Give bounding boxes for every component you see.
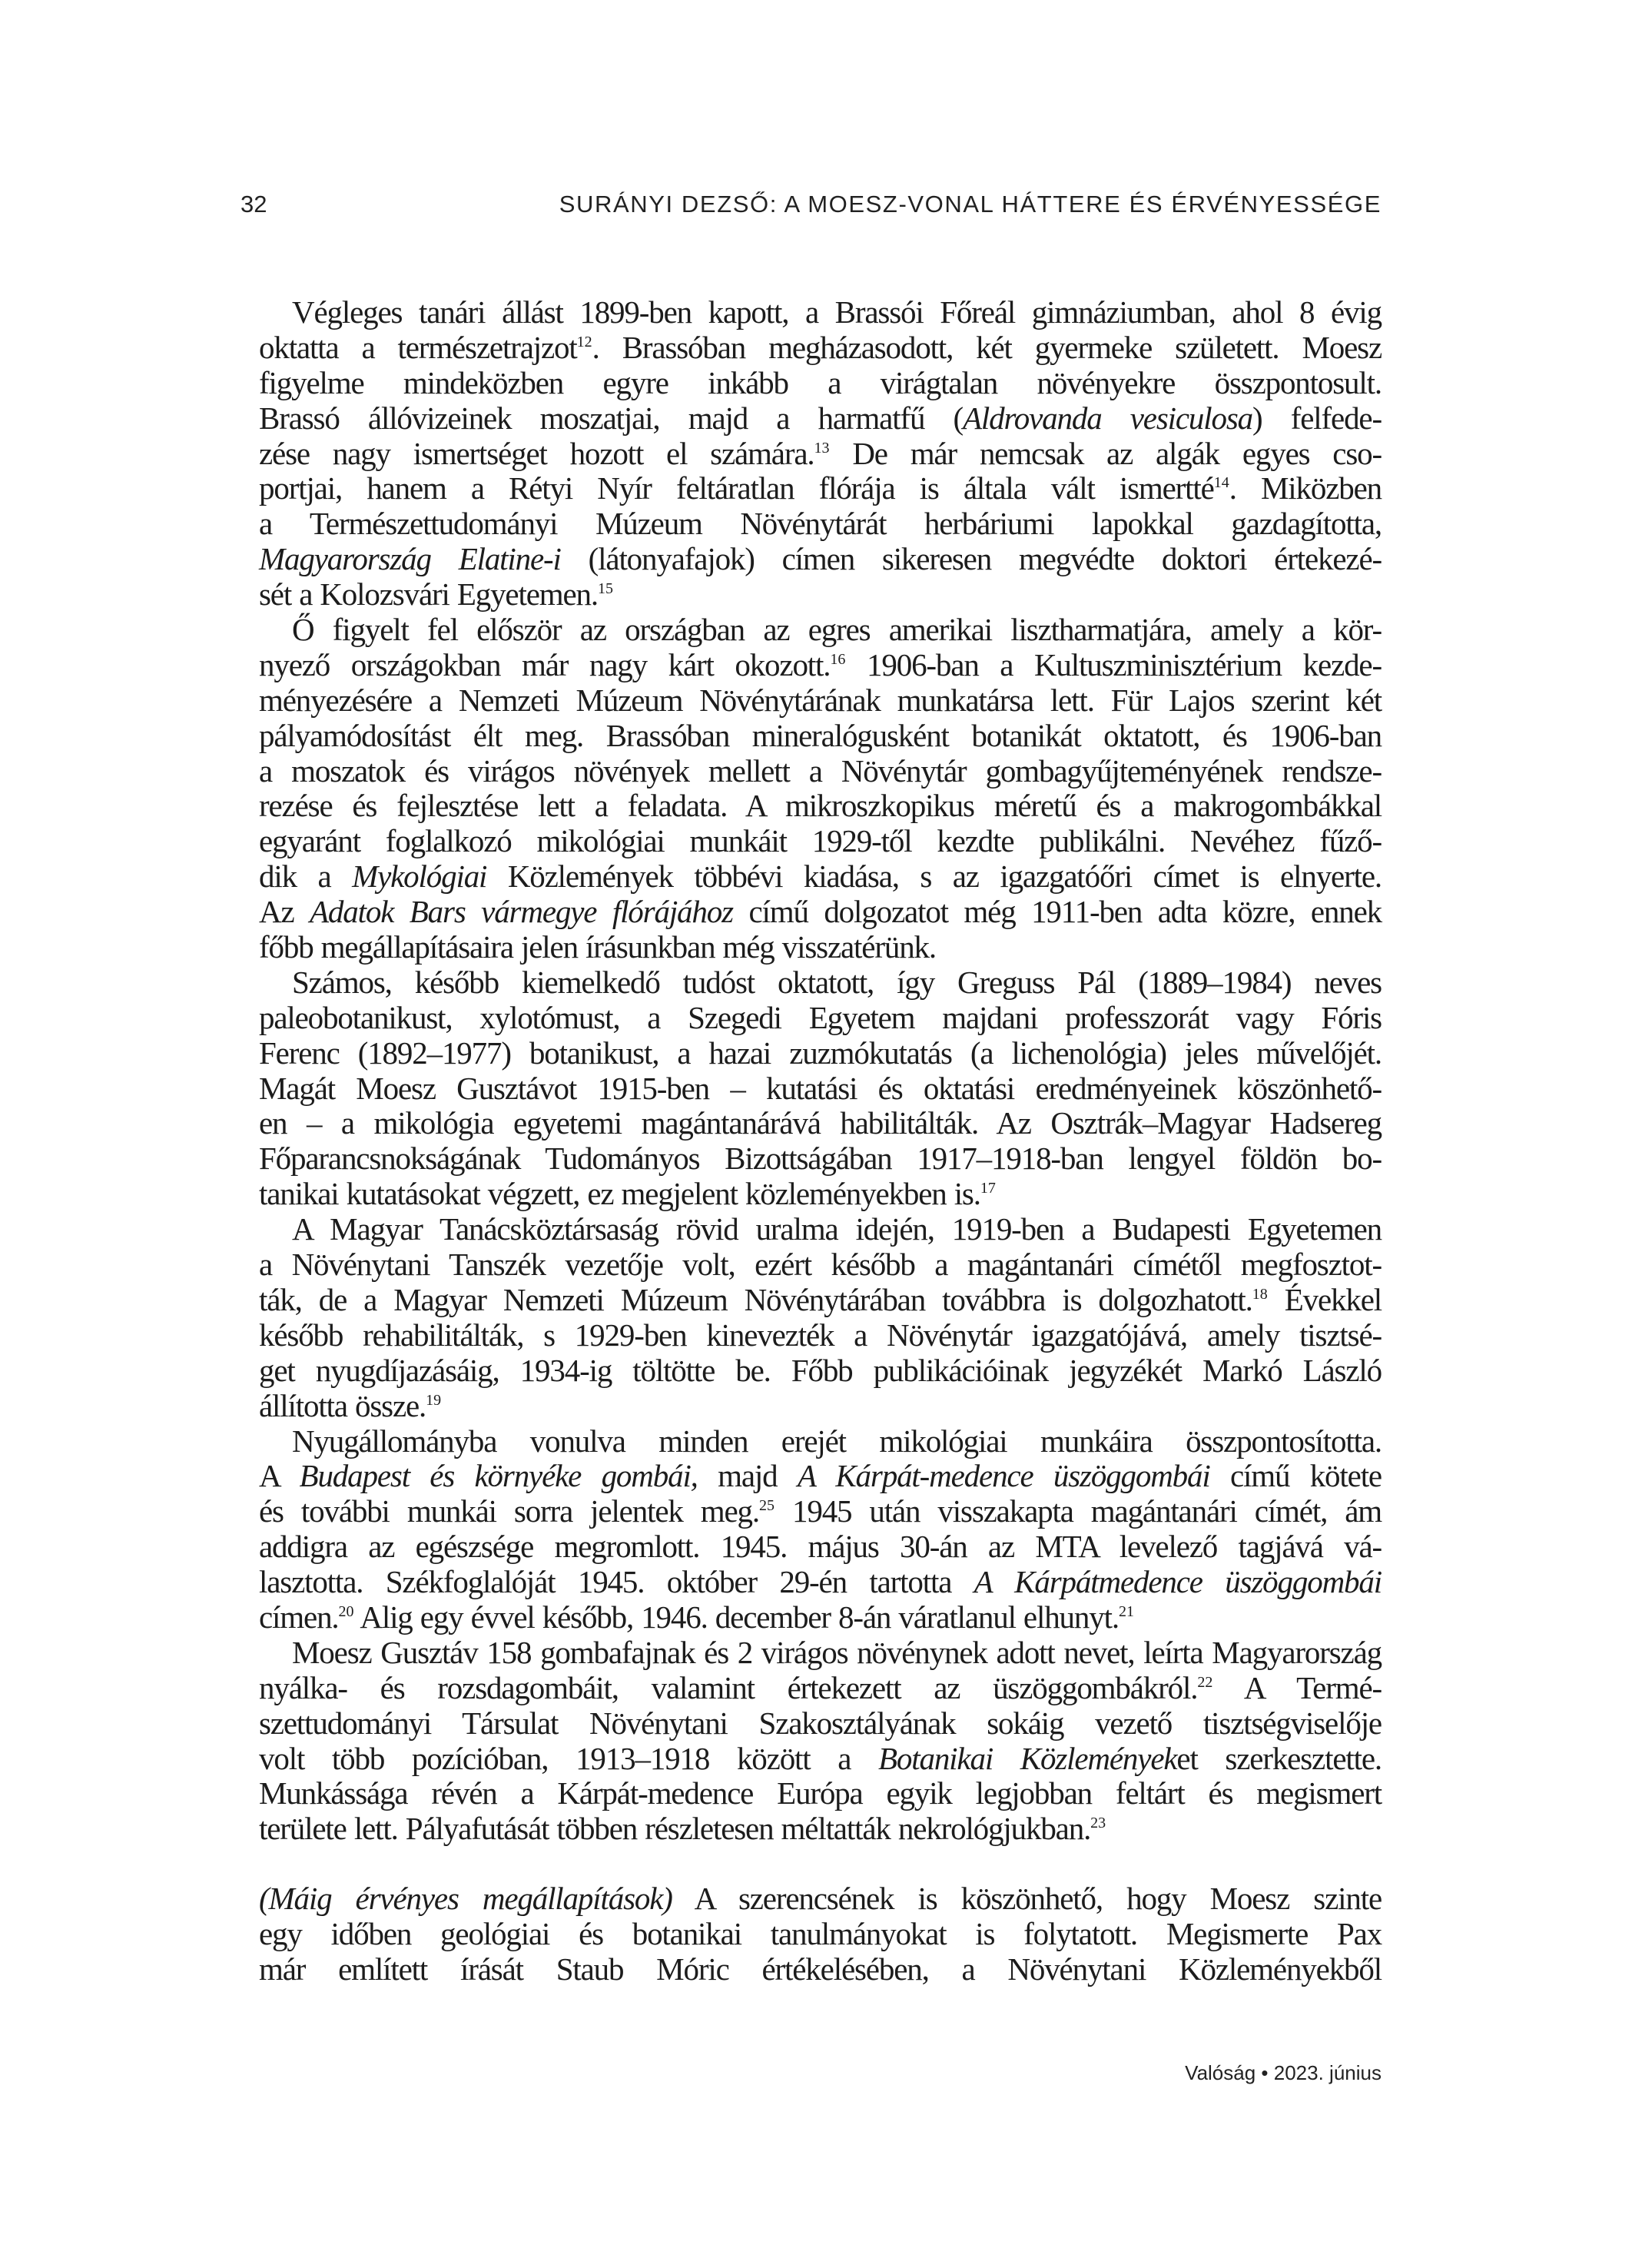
text-run: en – a mikológia egyetemi magántanárává habilitálták. Az Osztrák–Magyar Hadsereg	[259, 1105, 1382, 1141]
text-run: A Termé-	[1212, 1669, 1382, 1705]
text-line	[259, 754, 1382, 789]
text-run: Ferenc (1892–1977) botanikust, a hazai zuzmókutatás (a lichenológia) jeles művelőjét.	[259, 1034, 1382, 1071]
text-line	[259, 1600, 1382, 1635]
text-line	[259, 1177, 1382, 1212]
text-line	[259, 683, 1382, 719]
text-line	[259, 1318, 1382, 1353]
footnote-reference: 15	[598, 580, 614, 598]
text-run: paleobotanikust, xylotómust, a Szegedi Egyetem majdani professzorát vagy Fóris	[259, 999, 1382, 1035]
text-line	[259, 1247, 1382, 1283]
text-run: et szerkesztette.	[1176, 1740, 1382, 1776]
text-run: ták, de a Magyar Nemzeti Múzeum Növénytárában továbbra is dolgozhatott.	[259, 1281, 1252, 1317]
text-line	[259, 1141, 1382, 1177]
text-line	[259, 789, 1382, 824]
footnote-reference: 22	[1197, 1673, 1213, 1691]
text-line	[259, 1071, 1382, 1107]
text-line	[259, 1635, 1382, 1671]
text-run: portjai, hanem a Rétyi Nyír feltáratlan flórája is általa vált ismertté	[259, 470, 1214, 506]
text-line	[259, 330, 1382, 366]
article-body	[259, 295, 1382, 1987]
text-run: Közlemények többévi kiadása, s az igazgatóőri címet is elnyerte.	[486, 858, 1382, 895]
text-line	[259, 471, 1382, 506]
text-line	[259, 1565, 1382, 1600]
text-run: get nyugdíjazásáig, 1934-ig töltötte be. Főbb publikációinak jegyzékét Markó László	[259, 1352, 1382, 1388]
text-run: (látonyafajok) címen sikeresen megvédte doktori értekezé-	[560, 541, 1382, 577]
paragraph	[259, 1635, 1382, 1847]
footnote-reference: 20	[338, 1602, 354, 1620]
page-number: 32	[240, 191, 267, 218]
text-run: Alig egy évvel később, 1946. december 8-án váratlanul elhunyt.	[353, 1599, 1119, 1635]
text-run: című kötete	[1209, 1458, 1382, 1494]
section-spacer	[259, 1847, 1382, 1881]
text-line	[259, 542, 1382, 577]
text-run: 1945 után visszakapta magántanári címét, ám	[774, 1493, 1382, 1529]
text-run: a moszatok és virágos növények mellett a Növénytár gombagyűjteményének rendsze-	[259, 752, 1382, 789]
text-run: Főparancsnokságának Tudományos Bizottságában 1917–1918-ban lengyel földön bo-	[259, 1141, 1382, 1177]
text-line	[259, 506, 1382, 542]
text-line	[259, 1212, 1382, 1247]
italic-title: Mykológiai	[352, 858, 487, 895]
text-run: A	[259, 1458, 300, 1494]
footnote-reference: 12	[576, 333, 592, 350]
page-footer	[1185, 2060, 1382, 2086]
text-line	[259, 1811, 1382, 1847]
text-line	[259, 1106, 1382, 1141]
issue-date: 2023. június	[1273, 2061, 1382, 2084]
footnote-reference: 21	[1118, 1602, 1134, 1620]
footnote-reference: 23	[1090, 1815, 1106, 1832]
italic-title: A Kárpát-medence üszöggombái	[797, 1458, 1210, 1494]
text-line	[259, 613, 1382, 648]
footnote-reference: 25	[758, 1497, 775, 1515]
text-line	[259, 1424, 1382, 1459]
journal-name: Valóság	[1185, 2061, 1256, 2084]
text-run: . Miközben	[1229, 470, 1382, 506]
text-run: tanikai kutatásokat végzett, ez megjelent közleményekben is.	[259, 1176, 980, 1212]
text-line	[259, 577, 1382, 613]
footnote-reference: 14	[1213, 474, 1229, 492]
text-run: területe lett. Pályafutását többen részletesen méltatták nekrológjukban.	[259, 1811, 1091, 1847]
italic-title: Magyarország Elatine-i	[259, 541, 561, 577]
text-run: A szerencsének is köszönhető, hogy Moesz szinte	[672, 1881, 1382, 1917]
text-line	[259, 895, 1382, 930]
text-line	[259, 1917, 1382, 1952]
text-line	[259, 1283, 1382, 1318]
paragraph	[259, 1212, 1382, 1423]
text-line	[259, 295, 1382, 330]
text-line	[259, 437, 1382, 472]
text-run: sét a Kolozsvári Egyetemen.	[259, 576, 599, 613]
paragraph	[259, 1424, 1382, 1635]
text-line	[259, 1001, 1382, 1036]
text-run: volt több pozícióban, 1913–1918 között a	[259, 1740, 878, 1776]
text-run: nyálka- és rozsdagombáit, valamint értekezett az üszöggombákról.	[259, 1669, 1198, 1705]
text-run: Évekkel	[1267, 1281, 1382, 1317]
italic-title: A Kárpátmedence üszöggombái	[974, 1564, 1382, 1600]
paragraph	[259, 613, 1382, 965]
text-run: De már nemcsak az algák egyes cso-	[829, 435, 1382, 471]
text-run: . Brassóban megházasodott, két gyermeke született. Moesz	[592, 329, 1382, 365]
section-heading: (Máig érvényes megállapítások)	[259, 1881, 672, 1917]
text-run: Ő figyelt fel először az országban az egres amerikai lisztharmatjára, amely a kör-	[292, 612, 1382, 648]
footnote-reference: 19	[426, 1391, 442, 1409]
text-run: 1906-ban a Kultuszminisztérium kezde-	[845, 646, 1382, 682]
text-run: figyelme mindeközben egyre inkább a virágtalan növényekre összpontosult.	[259, 364, 1382, 400]
italic-title: Adatok Bars vármegye flórájához	[310, 894, 733, 930]
text-line	[259, 1671, 1382, 1706]
text-run: egy időben geológiai és botanikai tanulmányokat is folytatott. Megismerte Pax	[259, 1916, 1382, 1952]
paragraph	[259, 965, 1382, 1212]
text-run: zése nagy ismertséget hozott el számára.	[259, 435, 814, 471]
text-run: A Magyar Tanácsköztársaság rövid uralma idején, 1919-ben a Budapesti Egyetemen	[292, 1211, 1382, 1247]
text-line	[259, 1036, 1382, 1071]
text-run: Moesz Gusztáv 158 gombafajnak és 2 virágos növénynek adott nevet, leírta Magyarország	[292, 1634, 1382, 1670]
footnote-reference: 13	[814, 439, 830, 457]
text-line	[259, 1459, 1382, 1494]
text-run: addigra az egészsége megromlott. 1945. május 30-án az MTA levelező tagjává vá-	[259, 1529, 1382, 1565]
text-run: Számos, később kiemelkedő tudóst oktatott, így Greguss Pál (1889–1984) neves	[292, 964, 1382, 1000]
text-line	[259, 824, 1382, 859]
text-line	[259, 648, 1382, 683]
text-line	[259, 1881, 1382, 1917]
text-run: című dolgozatot még 1911-ben adta közre, ennek	[732, 894, 1382, 930]
running-title: SURÁNYI DEZSŐ: A MOESZ-VONAL HÁTTERE ÉS ÉRVÉNYESSÉGE	[559, 191, 1382, 218]
italic-title: Budapest és környéke gombái,	[299, 1458, 698, 1494]
footnote-reference: 18	[1252, 1285, 1268, 1303]
text-run: dik a	[259, 858, 353, 895]
text-run: címen.	[259, 1599, 339, 1635]
text-run: Az	[259, 894, 310, 930]
text-run: Brassó állóvizeinek moszatjai, majd a harmatfű (	[259, 400, 963, 436]
text-line	[259, 930, 1382, 965]
italic-title: Botanikai Közlemények	[878, 1740, 1177, 1776]
text-line	[259, 859, 1382, 895]
text-run: a Növénytani Tanszék vezetője volt, ezért később a magántanári címétől megfosztot-	[259, 1247, 1382, 1283]
text-line	[259, 1389, 1382, 1424]
text-run: a Természettudományi Múzeum Növénytárát herbáriumi lapokkal gazdagította,	[259, 506, 1382, 542]
text-run: pályamódosítást élt meg. Brassóban mineralógusként botanikát oktatott, és 1906-ban	[259, 717, 1382, 753]
text-run: Nyugállományba vonulva minden erejét mikológiai munkáira összpontosította.	[292, 1423, 1382, 1459]
footer-bullet-separator: •	[1261, 2061, 1269, 2084]
section-mai-ervenyes	[259, 1881, 1382, 1987]
text-run: állította össze.	[259, 1387, 426, 1423]
text-run: ményezésére a Nemzeti Múzeum Növénytárának munkatársa lett. Für Lajos szerint két	[259, 682, 1382, 718]
text-run: rezése és fejlesztése lett a feladata. A mikroszkopikus méretű és a makrogombákkal	[259, 788, 1382, 824]
text-run: Munkássága révén a Kárpát-medence Európa egyik legjobban feltárt és megismert	[259, 1775, 1382, 1811]
text-run: Magát Moesz Gusztávot 1915-ben – kutatási és oktatási eredményeinek köszönhető-	[259, 1070, 1382, 1106]
text-line	[259, 1353, 1382, 1389]
text-line	[259, 965, 1382, 1001]
text-run: szettudományi Társulat Növénytani Szakosztályának sokáig vezető tisztségviselője	[259, 1705, 1382, 1741]
paragraph	[259, 295, 1382, 613]
running-header	[240, 189, 1382, 220]
footnote-reference: 17	[980, 1180, 996, 1197]
italic-title: Aldrovanda vesiculosa	[962, 400, 1253, 436]
text-run: és további munkái sorra jelentek meg.	[259, 1493, 759, 1529]
text-run: már említett írását Staub Móric értékelésében, a Növénytani Közleményekből	[259, 1951, 1382, 1987]
paragraph-list	[259, 295, 1382, 1847]
text-line	[259, 1494, 1382, 1529]
text-run: Végleges tanári állást 1899-ben kapott, a Brassói Főreál gimnáziumban, ahol 8 évig	[292, 294, 1382, 330]
text-run: később rehabilitálták, s 1929-ben kinevezték a Növénytár igazgatójává, amely tisztsé-	[259, 1317, 1382, 1353]
text-run: oktatta a természetrajzot	[259, 329, 577, 365]
text-run: lasztotta. Székfoglalóját 1945. október 29-én tartotta	[259, 1564, 974, 1600]
text-run: majd	[697, 1458, 798, 1494]
text-line	[259, 1706, 1382, 1742]
text-line	[259, 1952, 1382, 1987]
text-line	[259, 366, 1382, 401]
text-run: ) felfede-	[1252, 400, 1382, 436]
footnote-reference: 16	[830, 650, 846, 668]
text-line	[259, 1742, 1382, 1777]
text-line	[259, 719, 1382, 754]
text-run: egyaránt foglalkozó mikológiai munkáit 1929-től kezdte publikálni. Nevéhez fűző-	[259, 823, 1382, 859]
text-line	[259, 1529, 1382, 1565]
text-run: nyező országokban már nagy kárt okozott.	[259, 646, 831, 682]
text-line	[259, 1776, 1382, 1811]
text-run: főbb megállapításaira jelen írásunkban még visszatérünk.	[259, 929, 936, 965]
text-line	[259, 401, 1382, 437]
